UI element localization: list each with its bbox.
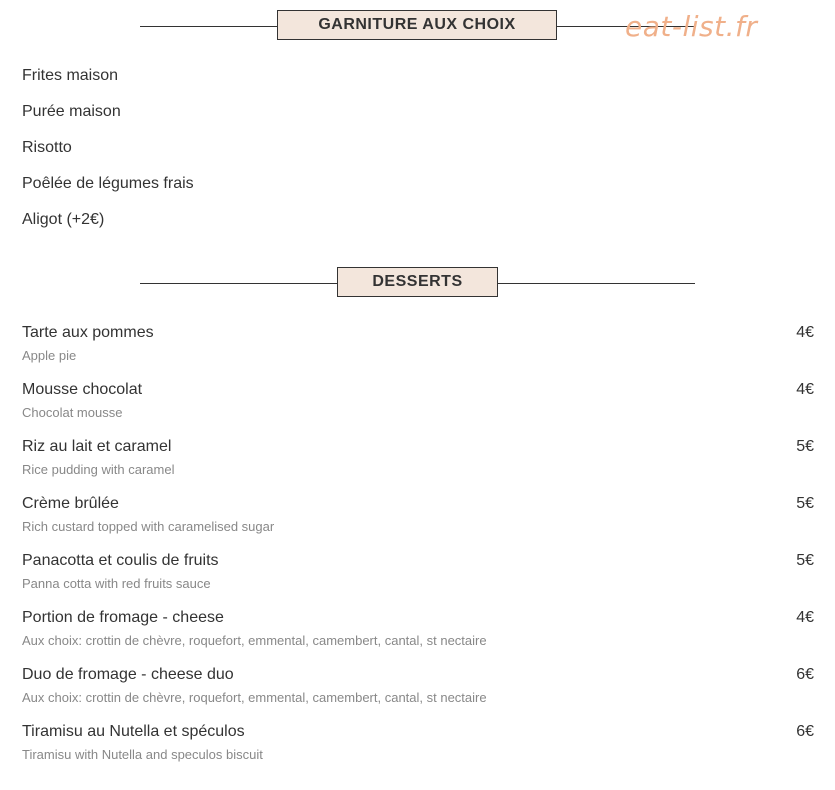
dessert-description: Tiramisu with Nutella and speculos biscuit [22,747,263,762]
garniture-item: Purée maison [22,103,121,120]
dessert-price: 4€ [796,609,814,626]
dessert-description: Chocolat mousse [22,405,123,420]
dessert-description: Panna cotta with red fruits sauce [22,576,211,591]
dessert-name: Riz au lait et caramel [22,438,172,455]
garniture-item: Risotto [22,139,72,156]
dessert-list [22,321,814,777]
dessert-description: Rich custard topped with caramelised sugar [22,519,275,534]
dessert-name: Panacotta et coulis de fruits [22,552,219,569]
dessert-price: 5€ [796,495,814,512]
dessert-description: Apple pie [22,348,77,363]
dessert-item [22,720,814,777]
watermark-logo: eat-list.fr [625,10,758,43]
dessert-price: 5€ [796,552,814,569]
dessert-name: Crème brûlée [22,495,119,512]
dessert-item [22,378,814,435]
garniture-list [22,64,194,244]
section-title-desserts: DESSERTS [337,267,498,297]
dessert-description: Aux choix: crottin de chèvre, roquefort, emmental, camembert, cantal, st nectaire [22,633,487,648]
dessert-item [22,663,814,720]
dessert-item [22,321,814,378]
section-title-garniture: GARNITURE AUX CHOIX [277,10,557,40]
dessert-item [22,549,814,606]
garniture-item: Frites maison [22,67,119,84]
dessert-name: Mousse chocolat [22,381,143,398]
dessert-price: 4€ [796,324,814,341]
dessert-price: 5€ [796,438,814,455]
dessert-name: Duo de fromage - cheese duo [22,666,234,683]
garniture-item: Aligot (+2€) [22,211,105,228]
dessert-item [22,492,814,549]
dessert-item [22,606,814,663]
garniture-item: Poêlée de légumes frais [22,175,194,192]
dessert-price: 6€ [796,666,814,683]
dessert-name: Tarte aux pommes [22,324,154,341]
dessert-price: 4€ [796,381,814,398]
dessert-description: Rice pudding with caramel [22,462,175,477]
dessert-price: 6€ [796,723,814,740]
dessert-description: Aux choix: crottin de chèvre, roquefort, emmental, camembert, cantal, st nectaire [22,690,487,705]
dessert-name: Tiramisu au Nutella et spéculos [22,723,245,740]
dessert-item [22,435,814,492]
section-header-desserts [0,267,835,301]
dessert-name: Portion de fromage - cheese [22,609,224,626]
